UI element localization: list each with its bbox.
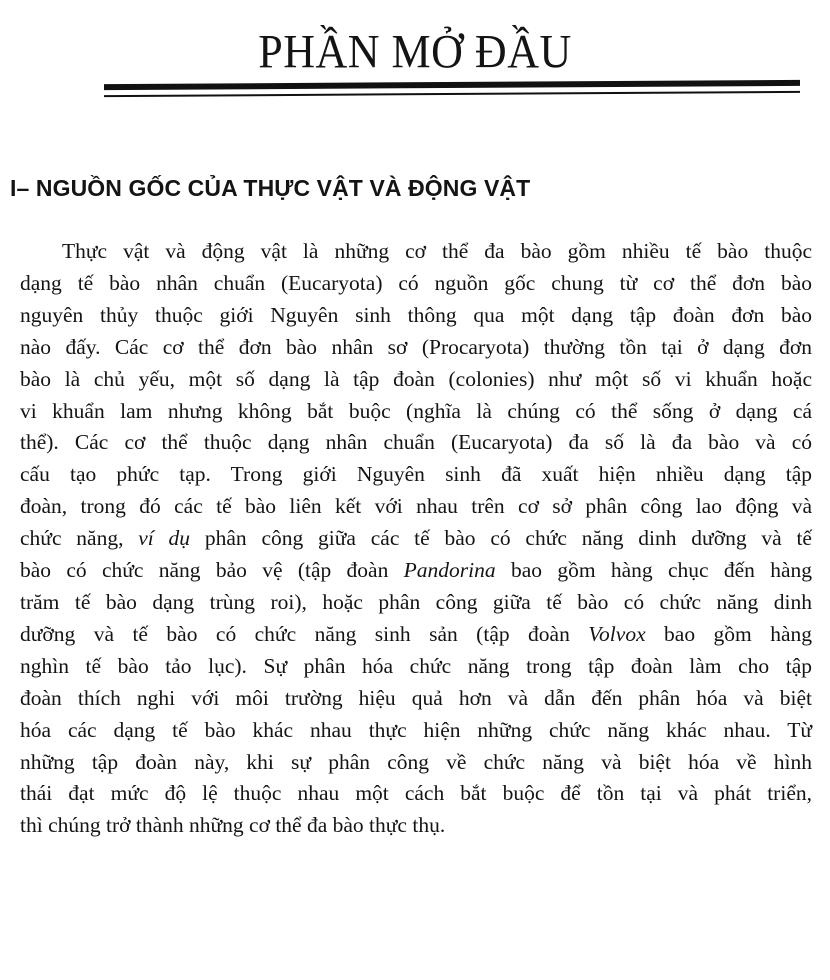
paragraph-line: nguyên thủy thuộc giới Nguyên sinh thông qua một dạng tập đoàn đơn bào: [20, 302, 812, 327]
line-text: bao gồm hàng: [645, 621, 812, 646]
paragraph-line: đoàn thích nghi với môi trường hiệu quả hơn và dẫn đến phân hóa và biệt: [20, 685, 812, 710]
line-text: bao gồm hàng chục đến hàng: [495, 558, 813, 583]
paragraph-line: vi khuẩn lam nhưng không bắt buộc (nghĩa là chúng có thể sống ở dạng cá: [20, 398, 812, 423]
chapter-title: PHẦN MỞ ĐẦU: [258, 25, 572, 79]
line-text: chức năng,: [20, 526, 139, 551]
line-text: dưỡng và tế bào có chức năng sinh sản (tập đoàn: [20, 621, 589, 646]
emphasis-text: Volvox: [588, 621, 646, 646]
emphasis-text: ví dụ: [138, 526, 191, 551]
line-text: phân công giữa các tế bào có chức năng dinh dưỡng và tế: [190, 526, 812, 551]
paragraph-line: bào là chủ yếu, một số dạng là tập đoàn (colonies) như một số vi khuẩn hoặc: [20, 366, 812, 391]
paragraph-line: [20, 619, 812, 651]
body-paragraph: [20, 236, 812, 842]
paragraph-line: trăm tế bào dạng trùng roi), hoặc phân công giữa tế bào có chức năng dinh: [20, 589, 812, 614]
paragraph-line: nghìn tế bào tảo lục). Sự phân hóa chức năng trong tập đoàn làm cho tập: [20, 653, 812, 678]
paragraph-line: [20, 555, 812, 587]
paragraph-line: thể). Các cơ thể thuộc dạng nhân chuẩn (Eucaryota) đa số là đa bào và có: [20, 430, 812, 455]
emphasis-text: Pandorina: [403, 558, 496, 583]
section-heading: I– NGUỒN GỐC CỦA THỰC VẬT VÀ ĐỘNG VẬT: [10, 175, 531, 201]
paragraph-line: [20, 523, 812, 555]
paragraph-line: hóa các dạng tế bào khác nhau thực hiện những chức năng khác nhau. Từ: [20, 717, 812, 742]
paragraph-line: thì chúng trở thành những cơ thể đa bào thực thụ.: [20, 813, 446, 838]
line-text: bào có chức năng bảo vệ (tập đoàn: [20, 558, 404, 583]
title-rule-thin: [104, 91, 800, 97]
paragraph-line: đoàn, trong đó các tế bào liên kết với nhau trên cơ sở phân công lao động và: [20, 494, 812, 519]
paragraph-line: Thực vật và động vật là những cơ thể đa bào gồm nhiều tế bào thuộc: [62, 239, 812, 263]
paragraph-line: cấu tạo phức tạp. Trong giới Nguyên sinh đã xuất hiện nhiều dạng tập: [20, 462, 812, 487]
paragraph-line: thái đạt mức độ lệ thuộc nhau một cách bắt buộc để tồn tại và phát triển,: [20, 781, 812, 806]
paragraph-line: những tập đoàn này, khi sự phân công về chức năng và biệt hóa về hình: [20, 749, 812, 774]
paragraph-line: dạng tế bào nhân chuẩn (Eucaryota) có nguồn gốc chung từ cơ thể đơn bào: [20, 270, 812, 295]
paragraph-line: nào đấy. Các cơ thể đơn bào nhân sơ (Procaryota) thường tồn tại ở dạng đơn: [20, 334, 812, 359]
